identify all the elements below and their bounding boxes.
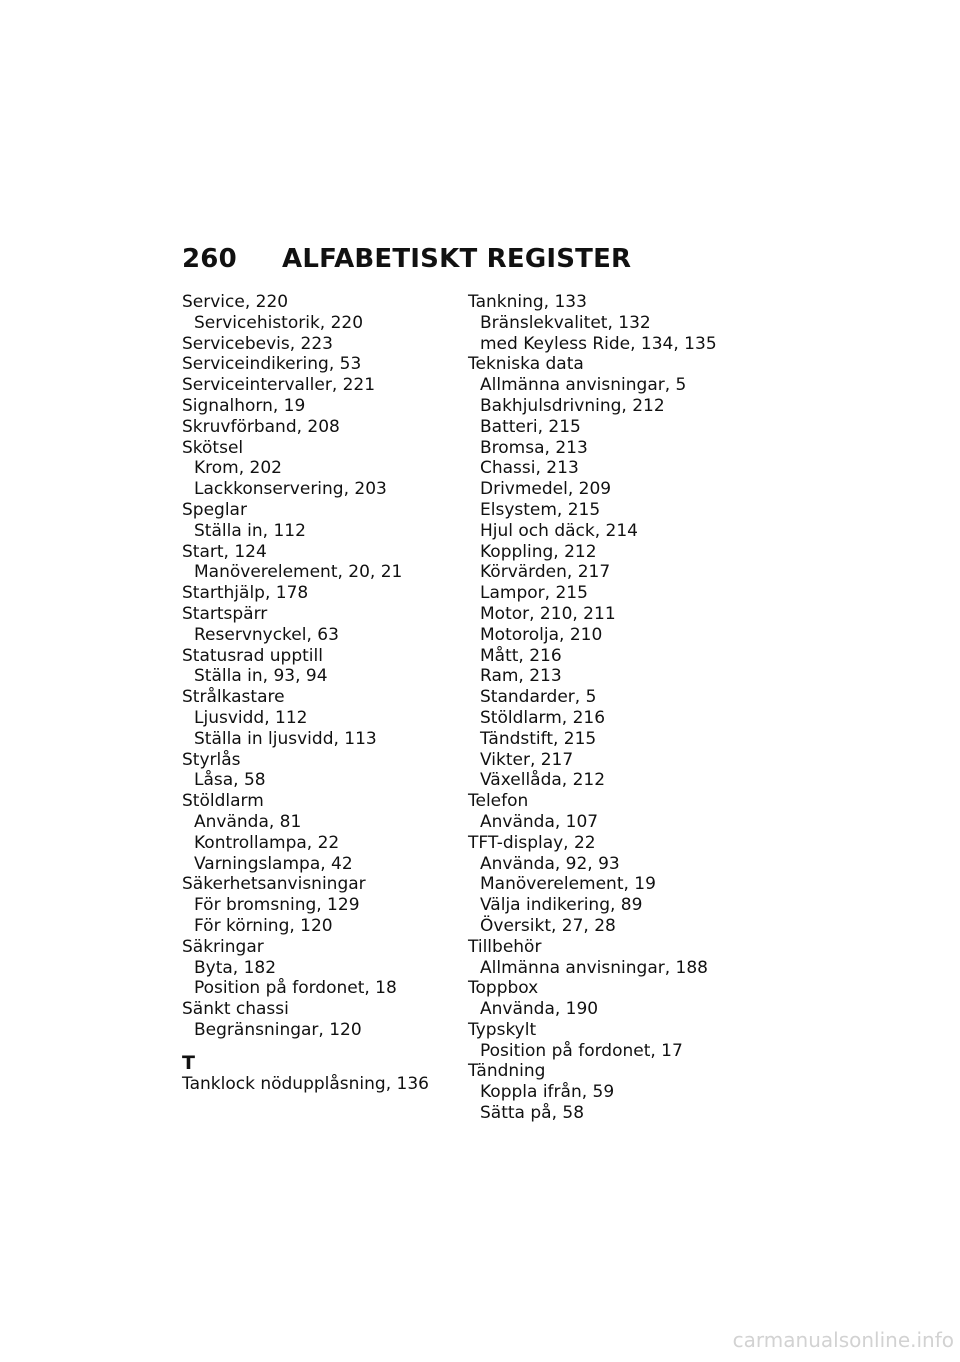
index-entry: Servicebevis, 223: [182, 333, 333, 354]
page-number: 260: [182, 244, 237, 274]
index-subentry: Bromsa, 213: [480, 437, 588, 458]
index-subentry: För körning, 120: [194, 915, 333, 936]
index-subentry: Ställa in, 112: [194, 520, 306, 541]
index-entry: TFT-display, 22: [468, 832, 596, 853]
index-subentry: Servicehistorik, 220: [194, 312, 364, 333]
index-entry: Signalhorn, 19: [182, 395, 306, 416]
index-subentry: Lackkonservering, 203: [194, 479, 387, 500]
index-entry: Styrlås: [182, 749, 241, 770]
index-entry: Tekniska data: [468, 354, 584, 375]
index-letter-heading: T: [182, 1051, 195, 1074]
index-subentry: Översikt, 27, 28: [480, 915, 616, 936]
index-subentry: Position på fordonet, 18: [194, 978, 397, 999]
index-entry: Skruvförband, 208: [182, 416, 340, 437]
index-entry: Stöldlarm: [182, 791, 264, 812]
index-column-left: [182, 292, 472, 1094]
index-subentry: Vikter, 217: [480, 749, 574, 770]
index-entry: Säkerhetsanvisningar: [182, 874, 366, 895]
index-entry: Strålkastare: [182, 687, 285, 708]
index-subentry: Varningslampa, 42: [194, 853, 353, 874]
index-subentry: Allmänna anvisningar, 5: [480, 375, 687, 396]
page-header: [182, 244, 631, 274]
index-subentry: Krom, 202: [194, 458, 282, 479]
index-subentry: Standarder, 5: [480, 687, 597, 708]
index-entry: Startspärr: [182, 603, 268, 624]
index-subentry: Använda, 81: [194, 811, 302, 832]
index-subentry: Chassi, 213: [480, 458, 579, 479]
index-subentry: Låsa, 58: [194, 770, 266, 791]
index-subentry: Batteri, 215: [480, 416, 581, 437]
index-entry: Sänkt chassi: [182, 999, 289, 1020]
index-entry: Speglar: [182, 499, 247, 520]
index-subentry: Ram, 213: [480, 666, 562, 687]
index-subentry: Sätta på, 58: [480, 1103, 585, 1124]
index-subentry: Begränsningar, 120: [194, 1019, 362, 1040]
index-subentry: Motor, 210, 211: [480, 603, 616, 624]
index-entry: Typskylt: [468, 1019, 537, 1040]
index-subentry: Använda, 190: [480, 999, 599, 1020]
index-subentry: Motorolja, 210: [480, 624, 603, 645]
index-entry: Tanklock nödupplåsning, 136: [182, 1073, 429, 1094]
index-entry: Säkringar: [182, 936, 264, 957]
watermark: carmanualsonline.info: [732, 1328, 954, 1352]
index-entry: Tankning, 133: [468, 292, 587, 312]
index-subentry: Byta, 182: [194, 957, 277, 978]
index-entry: Toppbox: [468, 978, 539, 999]
index-subentry: Manöverelement, 19: [480, 874, 656, 895]
index-entry: Serviceintervaller, 221: [182, 375, 376, 396]
index-subentry: Ställa in, 93, 94: [194, 666, 328, 687]
index-subentry: Tändstift, 215: [480, 728, 597, 749]
index-subentry: Ljusvidd, 112: [194, 707, 308, 728]
index-subentry: Använda, 107: [480, 811, 599, 832]
index-entry: Statusrad upptill: [182, 645, 323, 666]
index-subentry: För bromsning, 129: [194, 895, 360, 916]
index-subentry: Körvärden, 217: [480, 562, 611, 583]
index-subentry: Elsystem, 215: [480, 499, 601, 520]
index-subentry: med Keyless Ride, 134, 135: [480, 333, 717, 354]
index-subentry: Koppla ifrån, 59: [480, 1082, 615, 1103]
index-entry: Starthjälp, 178: [182, 583, 309, 604]
index-subentry: Bakhjulsdrivning, 212: [480, 395, 665, 416]
index-subentry: Drivmedel, 209: [480, 479, 612, 500]
index-subentry: Stöldlarm, 216: [480, 707, 606, 728]
index-subentry: Använda, 92, 93: [480, 853, 620, 874]
index-entry: Start, 124: [182, 541, 267, 562]
index-entry: Telefon: [468, 791, 529, 812]
index-subentry: Hjul och däck, 214: [480, 520, 638, 541]
index-entry: Serviceindikering, 53: [182, 354, 362, 375]
index-subentry: Reservnyckel, 63: [194, 624, 339, 645]
index-column-right: [468, 292, 758, 1124]
index-subentry: Ställa in ljusvidd, 113: [194, 728, 377, 749]
index-subentry: Lampor, 215: [480, 583, 588, 604]
index-subentry: Allmänna anvisningar, 188: [480, 957, 708, 978]
index-subentry: Manöverelement, 20, 21: [194, 562, 403, 583]
index-entry: Skötsel: [182, 437, 244, 458]
index-subentry: Position på fordonet, 17: [480, 1040, 683, 1061]
index-entry: Tändning: [468, 1061, 546, 1082]
index-entry: Service, 220: [182, 292, 289, 312]
index-subentry: Kontrollampa, 22: [194, 832, 340, 853]
index-entry: Tillbehör: [468, 936, 542, 957]
page-title: ALFABETISKT REGISTER: [282, 244, 632, 274]
index-subentry: Bränslekvalitet, 132: [480, 312, 651, 333]
index-subentry: Välja indikering, 89: [480, 895, 643, 916]
index-subentry: Mått, 216: [480, 645, 562, 666]
index-subentry: Koppling, 212: [480, 541, 597, 562]
index-subentry: Växellåda, 212: [480, 770, 606, 791]
